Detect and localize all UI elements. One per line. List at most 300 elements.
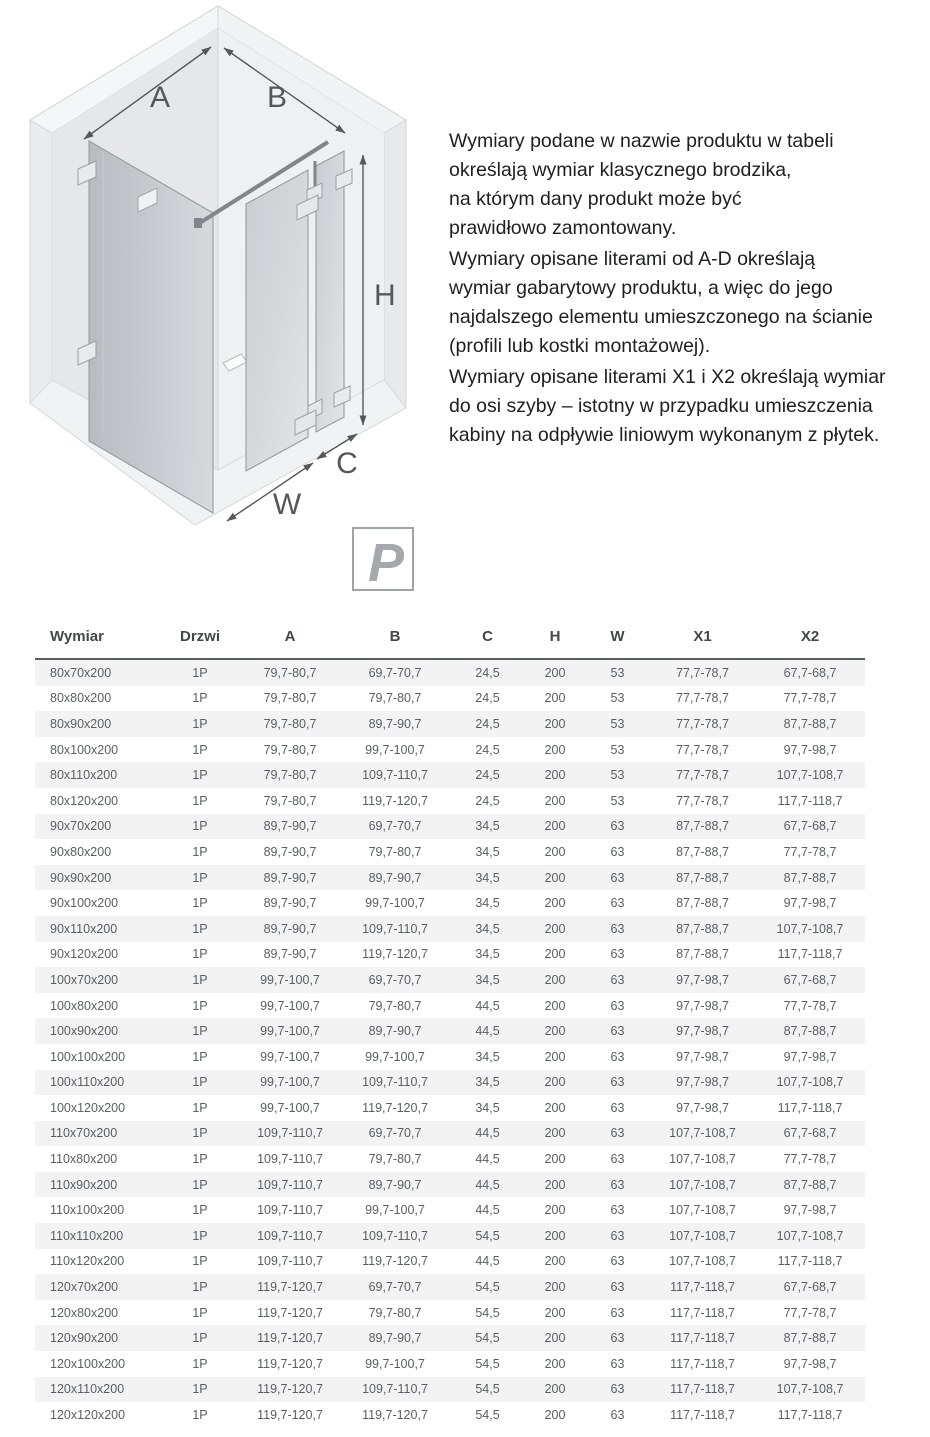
cell-x1: 97,7-98,7 (676, 1024, 729, 1039)
cell-wymiar: 80x80x200 (50, 691, 112, 706)
cell-wymiar: 90x80x200 (50, 844, 112, 859)
cell-a: 119,7-120,7 (257, 1382, 323, 1397)
paragraph-dimensions (449, 127, 927, 243)
cell-x2: 67,7-68,7 (783, 1280, 837, 1295)
stabilizer-wall-mount (194, 218, 202, 228)
cell-wymiar: 90x70x200 (50, 819, 112, 834)
cell-h: 200 (544, 1049, 566, 1064)
table-row (35, 1121, 865, 1147)
table-row (35, 1249, 865, 1275)
cell-b: 79,7-80,7 (368, 1305, 422, 1320)
cell-wymiar: 110x70x200 (50, 1126, 118, 1141)
cell-drzwi: 1P (192, 1024, 208, 1039)
cell-x2: 97,7-98,7 (783, 1049, 837, 1064)
cell-x2: 117,7-118,7 (777, 1100, 843, 1115)
table-row (35, 686, 865, 712)
cell-wymiar: 120x120x200 (50, 1408, 126, 1423)
cell-drzwi: 1P (192, 1049, 208, 1064)
dimensions-table (35, 621, 865, 1428)
text-line: określają wymiar klasycznego brodzika, (449, 159, 792, 181)
cell-h: 200 (544, 768, 566, 783)
cell-c: 44,5 (475, 998, 500, 1013)
cell-wymiar: 120x110x200 (50, 1382, 125, 1397)
cell-c: 34,5 (475, 921, 500, 936)
cell-drzwi: 1P (192, 1100, 208, 1115)
cell-h: 200 (544, 665, 566, 680)
cell-drzwi: 1P (192, 716, 208, 731)
cell-wymiar: 80x70x200 (50, 665, 112, 680)
cell-x1: 87,7-88,7 (676, 947, 729, 962)
cell-a: 79,7-80,7 (263, 691, 317, 706)
cell-drzwi: 1P (192, 1152, 208, 1167)
cell-wymiar: 100x80x200 (50, 998, 119, 1013)
cell-a: 89,7-90,7 (263, 921, 317, 936)
cell-drzwi: 1P (192, 819, 208, 834)
cell-h: 200 (544, 1203, 566, 1218)
cell-a: 89,7-90,7 (263, 870, 317, 885)
cell-x2: 97,7-98,7 (783, 1203, 837, 1218)
cell-b: 109,7-110,7 (362, 1228, 428, 1243)
cell-wymiar: 120x90x200 (50, 1331, 119, 1346)
cell-x1: 97,7-98,7 (676, 972, 729, 987)
col-header-x1: X1 (650, 621, 755, 659)
cell-a: 119,7-120,7 (257, 1408, 323, 1423)
cell-a: 109,7-110,7 (257, 1203, 323, 1218)
table-row (35, 1223, 865, 1249)
table-row (35, 839, 865, 865)
text-line: kabiny na odpływie liniowym wykonanym z płytek. (449, 424, 880, 446)
cell-x1: 107,7-108,7 (669, 1152, 736, 1167)
cell-a: 79,7-80,7 (263, 793, 317, 808)
cell-x2: 77,7-78,7 (783, 844, 837, 859)
dim-label-w: W (272, 488, 302, 521)
text-line: (profili lub kostki montażowej). (449, 335, 711, 357)
cell-w: 63 (610, 1177, 625, 1192)
cell-a: 119,7-120,7 (257, 1280, 323, 1295)
cell-a: 79,7-80,7 (263, 665, 317, 680)
cell-h: 200 (544, 1280, 566, 1295)
text-line: na którym dany produkt może być (449, 188, 742, 210)
col-header-a: A (240, 621, 340, 659)
cell-x2: 77,7-78,7 (783, 998, 837, 1013)
cell-h: 200 (544, 921, 566, 936)
cell-drzwi: 1P (192, 768, 208, 783)
cell-wymiar: 110x120x200 (50, 1254, 125, 1269)
cell-wymiar: 100x90x200 (50, 1024, 119, 1039)
table-row (35, 967, 865, 993)
cell-wymiar: 80x110x200 (50, 768, 118, 783)
table-row (35, 1197, 865, 1223)
table-row (35, 1146, 865, 1172)
cell-b: 79,7-80,7 (368, 844, 422, 859)
cell-x1: 87,7-88,7 (676, 870, 729, 885)
cell-wymiar: 80x120x200 (50, 793, 119, 808)
cell-wymiar: 90x100x200 (50, 896, 119, 911)
cell-drzwi: 1P (192, 1177, 208, 1192)
cell-x2: 67,7-68,7 (783, 972, 837, 987)
cell-h: 200 (544, 1075, 566, 1090)
col-header-b: B (340, 621, 450, 659)
col-header-drzwi: Drzwi (160, 621, 240, 659)
cell-b: 79,7-80,7 (368, 998, 422, 1013)
paragraph-x1x2 (449, 363, 927, 450)
cell-x2: 117,7-118,7 (777, 1254, 843, 1269)
left-wall-outer-strip (30, 120, 52, 403)
cell-w: 53 (610, 793, 625, 808)
dim-label-h: H (374, 279, 396, 312)
cell-drzwi: 1P (192, 972, 208, 987)
cell-a: 109,7-110,7 (257, 1177, 323, 1192)
cell-c: 54,5 (475, 1382, 500, 1397)
table-row (35, 737, 865, 763)
table-row (35, 993, 865, 1019)
cell-h: 200 (544, 1228, 566, 1243)
cell-c: 34,5 (475, 896, 500, 911)
cell-h: 200 (544, 896, 566, 911)
cell-x1: 87,7-88,7 (676, 819, 729, 834)
cell-a: 119,7-120,7 (257, 1356, 323, 1371)
cell-b: 79,7-80,7 (368, 1152, 422, 1167)
cell-b: 109,7-110,7 (362, 1075, 428, 1090)
cell-h: 200 (544, 742, 566, 757)
table-row (35, 1095, 865, 1121)
cell-w: 63 (610, 1126, 625, 1141)
cell-x2: 77,7-78,7 (783, 691, 837, 706)
cell-x1: 77,7-78,7 (676, 768, 729, 783)
cell-x1: 77,7-78,7 (676, 691, 729, 706)
cell-h: 200 (544, 844, 566, 859)
cell-drzwi: 1P (192, 870, 208, 885)
cell-wymiar: 100x100x200 (50, 1049, 126, 1064)
cell-c: 44,5 (475, 1203, 500, 1218)
cell-a: 99,7-100,7 (260, 998, 320, 1013)
cell-c: 44,5 (475, 1254, 500, 1269)
table-row (35, 916, 865, 942)
cell-c: 24,5 (475, 691, 500, 706)
table-row (35, 814, 865, 840)
cell-a: 109,7-110,7 (257, 1254, 323, 1269)
cell-b: 89,7-90,7 (368, 1177, 422, 1192)
cell-x1: 107,7-108,7 (669, 1126, 736, 1141)
col-header-c: C (450, 621, 525, 659)
table-row (35, 1300, 865, 1326)
cell-h: 200 (544, 998, 566, 1013)
cell-b: 99,7-100,7 (365, 1049, 425, 1064)
cell-h: 200 (544, 1305, 566, 1320)
cell-w: 63 (610, 1280, 625, 1295)
cell-b: 69,7-70,7 (368, 1280, 422, 1295)
cell-wymiar: 100x110x200 (50, 1075, 125, 1090)
cell-w: 63 (610, 1024, 625, 1039)
cell-c: 44,5 (475, 1152, 500, 1167)
cell-h: 200 (544, 1382, 566, 1397)
cell-drzwi: 1P (192, 691, 208, 706)
dimension-diagram (0, 0, 440, 600)
cell-x2: 77,7-78,7 (783, 1152, 837, 1167)
table-row (35, 762, 865, 788)
cell-h: 200 (544, 716, 566, 731)
cell-c: 54,5 (475, 1356, 500, 1371)
cell-b: 69,7-70,7 (368, 972, 422, 987)
brand-logo (353, 528, 413, 593)
cell-drzwi: 1P (192, 793, 208, 808)
cell-w: 63 (610, 1228, 625, 1243)
cell-c: 24,5 (475, 793, 500, 808)
table-row (35, 1018, 865, 1044)
cell-a: 99,7-100,7 (260, 1100, 320, 1115)
table-row (35, 1377, 865, 1403)
cell-w: 63 (610, 896, 625, 911)
cell-c: 44,5 (475, 1177, 500, 1192)
table-row (35, 711, 865, 737)
table-row (35, 1274, 865, 1300)
table-row (35, 1070, 865, 1096)
cell-x2: 97,7-98,7 (783, 742, 837, 757)
cell-a: 89,7-90,7 (263, 844, 317, 859)
cell-x1: 107,7-108,7 (669, 1228, 736, 1243)
cell-wymiar: 110x110x200 (50, 1228, 124, 1243)
cell-x2: 87,7-88,7 (783, 1331, 837, 1346)
cell-h: 200 (544, 1100, 566, 1115)
cell-x2: 87,7-88,7 (783, 1177, 837, 1192)
cell-wymiar: 120x100x200 (50, 1356, 126, 1371)
cell-x2: 97,7-98,7 (783, 896, 837, 911)
text-line: Wymiary opisane literami od A-D określają (449, 248, 816, 270)
cell-c: 24,5 (475, 716, 500, 731)
cell-x1: 77,7-78,7 (676, 665, 729, 680)
cell-b: 89,7-90,7 (368, 716, 422, 731)
col-header-wymiar: Wymiar (35, 621, 160, 659)
cell-x2: 87,7-88,7 (783, 870, 837, 885)
paragraph-ad-letters (449, 245, 927, 361)
cell-x2: 117,7-118,7 (777, 1408, 843, 1423)
cell-x1: 87,7-88,7 (676, 896, 729, 911)
cell-wymiar: 110x90x200 (50, 1177, 118, 1192)
cell-drzwi: 1P (192, 1228, 208, 1243)
cell-w: 63 (610, 1203, 625, 1218)
cell-b: 109,7-110,7 (362, 1382, 428, 1397)
cell-h: 200 (544, 972, 566, 987)
cell-b: 119,7-120,7 (362, 1408, 428, 1423)
cell-drzwi: 1P (192, 1382, 208, 1397)
cell-a: 89,7-90,7 (263, 947, 317, 962)
cell-w: 63 (610, 870, 625, 885)
cell-w: 53 (610, 716, 625, 731)
cell-b: 89,7-90,7 (368, 1024, 422, 1039)
cell-w: 63 (610, 1049, 625, 1064)
cell-c: 54,5 (475, 1280, 500, 1295)
col-header-x2: X2 (755, 621, 865, 659)
cell-a: 119,7-120,7 (257, 1331, 323, 1346)
cell-c: 34,5 (475, 1049, 500, 1064)
cell-x1: 77,7-78,7 (676, 793, 729, 808)
cell-w: 63 (610, 1254, 625, 1269)
cell-c: 44,5 (475, 1024, 500, 1039)
cell-a: 99,7-100,7 (260, 1075, 320, 1090)
cell-a: 109,7-110,7 (257, 1228, 323, 1243)
cell-x1: 117,7-118,7 (670, 1305, 735, 1320)
cell-c: 24,5 (475, 742, 500, 757)
cell-b: 99,7-100,7 (365, 742, 425, 757)
cell-h: 200 (544, 793, 566, 808)
cell-wymiar: 100x70x200 (50, 972, 119, 987)
cell-c: 44,5 (475, 1126, 500, 1141)
cell-c: 34,5 (475, 972, 500, 987)
dim-label-a: A (149, 81, 171, 114)
cell-w: 63 (610, 1152, 625, 1167)
table-row (35, 865, 865, 891)
cell-a: 89,7-90,7 (263, 819, 317, 834)
cell-c: 54,5 (475, 1228, 500, 1243)
table-row (35, 1044, 865, 1070)
cell-drzwi: 1P (192, 921, 208, 936)
cell-c: 34,5 (475, 844, 500, 859)
cell-a: 99,7-100,7 (260, 972, 320, 987)
cell-wymiar: 120x80x200 (50, 1305, 119, 1320)
cell-drzwi: 1P (192, 1356, 208, 1371)
cell-x1: 117,7-118,7 (670, 1408, 735, 1423)
cell-wymiar: 120x70x200 (50, 1280, 119, 1295)
cell-w: 63 (610, 972, 625, 987)
cell-a: 119,7-120,7 (257, 1305, 323, 1320)
table-row (35, 942, 865, 968)
cell-x2: 107,7-108,7 (776, 1228, 844, 1243)
cell-h: 200 (544, 1024, 566, 1039)
cell-a: 89,7-90,7 (263, 896, 317, 911)
cell-w: 63 (610, 1100, 625, 1115)
cell-x2: 107,7-108,7 (776, 768, 844, 783)
col-header-w: W (585, 621, 650, 659)
intro-text (449, 127, 927, 452)
cell-b: 89,7-90,7 (368, 870, 422, 885)
cell-x2: 87,7-88,7 (783, 716, 837, 731)
table-row (35, 890, 865, 916)
text-line: prawidłowo zamontowany. (449, 217, 677, 239)
cell-h: 200 (544, 691, 566, 706)
brand-logo-letter: P (367, 533, 405, 593)
cell-b: 69,7-70,7 (368, 1126, 422, 1141)
cell-x1: 107,7-108,7 (669, 1254, 736, 1269)
cell-wymiar: 100x120x200 (50, 1100, 126, 1115)
cell-b: 119,7-120,7 (362, 947, 428, 962)
cell-x1: 87,7-88,7 (676, 844, 729, 859)
cell-w: 63 (610, 1408, 625, 1423)
cell-a: 109,7-110,7 (257, 1152, 323, 1167)
cell-c: 24,5 (475, 768, 500, 783)
cell-a: 99,7-100,7 (260, 1049, 320, 1064)
table-header-row (35, 621, 865, 659)
cell-x2: 67,7-68,7 (783, 665, 837, 680)
cell-b: 69,7-70,7 (368, 665, 422, 680)
table-row (35, 1172, 865, 1198)
cell-h: 200 (544, 1152, 566, 1167)
cell-w: 63 (610, 1382, 625, 1397)
cell-drzwi: 1P (192, 665, 208, 680)
cell-c: 34,5 (475, 1100, 500, 1115)
cell-drzwi: 1P (192, 896, 208, 911)
cell-x1: 117,7-118,7 (670, 1382, 735, 1397)
cell-x2: 87,7-88,7 (783, 1024, 837, 1039)
cell-wymiar: 110x100x200 (50, 1203, 125, 1218)
cell-x2: 117,7-118,7 (777, 947, 843, 962)
cell-wymiar: 110x80x200 (50, 1152, 118, 1167)
cell-w: 53 (610, 665, 625, 680)
cell-a: 79,7-80,7 (263, 716, 317, 731)
cell-x1: 97,7-98,7 (676, 998, 729, 1013)
cell-wymiar: 80x90x200 (50, 716, 112, 731)
cell-a: 79,7-80,7 (263, 742, 317, 757)
cell-x1: 87,7-88,7 (676, 921, 729, 936)
cell-x1: 77,7-78,7 (676, 742, 729, 757)
cell-w: 53 (610, 768, 625, 783)
cell-drzwi: 1P (192, 947, 208, 962)
cell-h: 200 (544, 1356, 566, 1371)
cell-x2: 67,7-68,7 (783, 1126, 837, 1141)
cell-c: 54,5 (475, 1305, 500, 1320)
cell-b: 109,7-110,7 (362, 768, 428, 783)
cell-drzwi: 1P (192, 1126, 208, 1141)
cell-w: 63 (610, 844, 625, 859)
cell-c: 34,5 (475, 819, 500, 834)
table-row (35, 1402, 865, 1428)
cell-h: 200 (544, 1254, 566, 1269)
cell-w: 63 (610, 998, 625, 1013)
cell-x1: 117,7-118,7 (670, 1280, 735, 1295)
cell-x2: 77,7-78,7 (783, 1305, 837, 1320)
cell-drzwi: 1P (192, 1075, 208, 1090)
cell-h: 200 (544, 870, 566, 885)
cell-drzwi: 1P (192, 1331, 208, 1346)
cell-wymiar: 80x100x200 (50, 742, 119, 757)
cell-w: 63 (610, 1075, 625, 1090)
cell-x1: 97,7-98,7 (676, 1049, 729, 1064)
dim-label-c: C (336, 447, 358, 480)
cell-x2: 97,7-98,7 (783, 1356, 837, 1371)
cell-wymiar: 90x120x200 (50, 947, 119, 962)
cell-h: 200 (544, 1408, 566, 1423)
cell-x1: 117,7-118,7 (670, 1356, 735, 1371)
cell-x1: 117,7-118,7 (670, 1331, 735, 1346)
cell-x2: 107,7-108,7 (776, 1382, 844, 1397)
cell-b: 99,7-100,7 (365, 1356, 425, 1371)
cell-w: 53 (610, 691, 625, 706)
cell-x1: 107,7-108,7 (669, 1203, 736, 1218)
cell-x1: 77,7-78,7 (676, 716, 729, 731)
cell-x2: 117,7-118,7 (777, 793, 843, 808)
table-row (35, 1351, 865, 1377)
cell-x2: 67,7-68,7 (783, 819, 837, 834)
cell-w: 63 (610, 947, 625, 962)
cell-h: 200 (544, 947, 566, 962)
cell-a: 79,7-80,7 (263, 768, 317, 783)
text-line: Wymiary podane w nazwie produktu w tabeli (449, 130, 834, 152)
table-row (35, 1325, 865, 1351)
cell-c: 34,5 (475, 1075, 500, 1090)
cell-w: 63 (610, 921, 625, 936)
text-line: najdalszego elementu umieszczonego na ścianie (449, 306, 873, 328)
cell-b: 109,7-110,7 (362, 921, 428, 936)
cell-b: 79,7-80,7 (368, 691, 422, 706)
text-line: do osi szyby – istotny w przypadku umieszczenia (449, 395, 873, 417)
cell-b: 119,7-120,7 (362, 1100, 428, 1115)
cell-b: 99,7-100,7 (365, 896, 425, 911)
cell-drzwi: 1P (192, 742, 208, 757)
cell-w: 63 (610, 1305, 625, 1320)
cell-w: 53 (610, 742, 625, 757)
cell-h: 200 (544, 1126, 566, 1141)
text-line: wymiar gabarytowy produktu, a więc do jego (449, 277, 833, 299)
cell-b: 119,7-120,7 (362, 1254, 428, 1269)
